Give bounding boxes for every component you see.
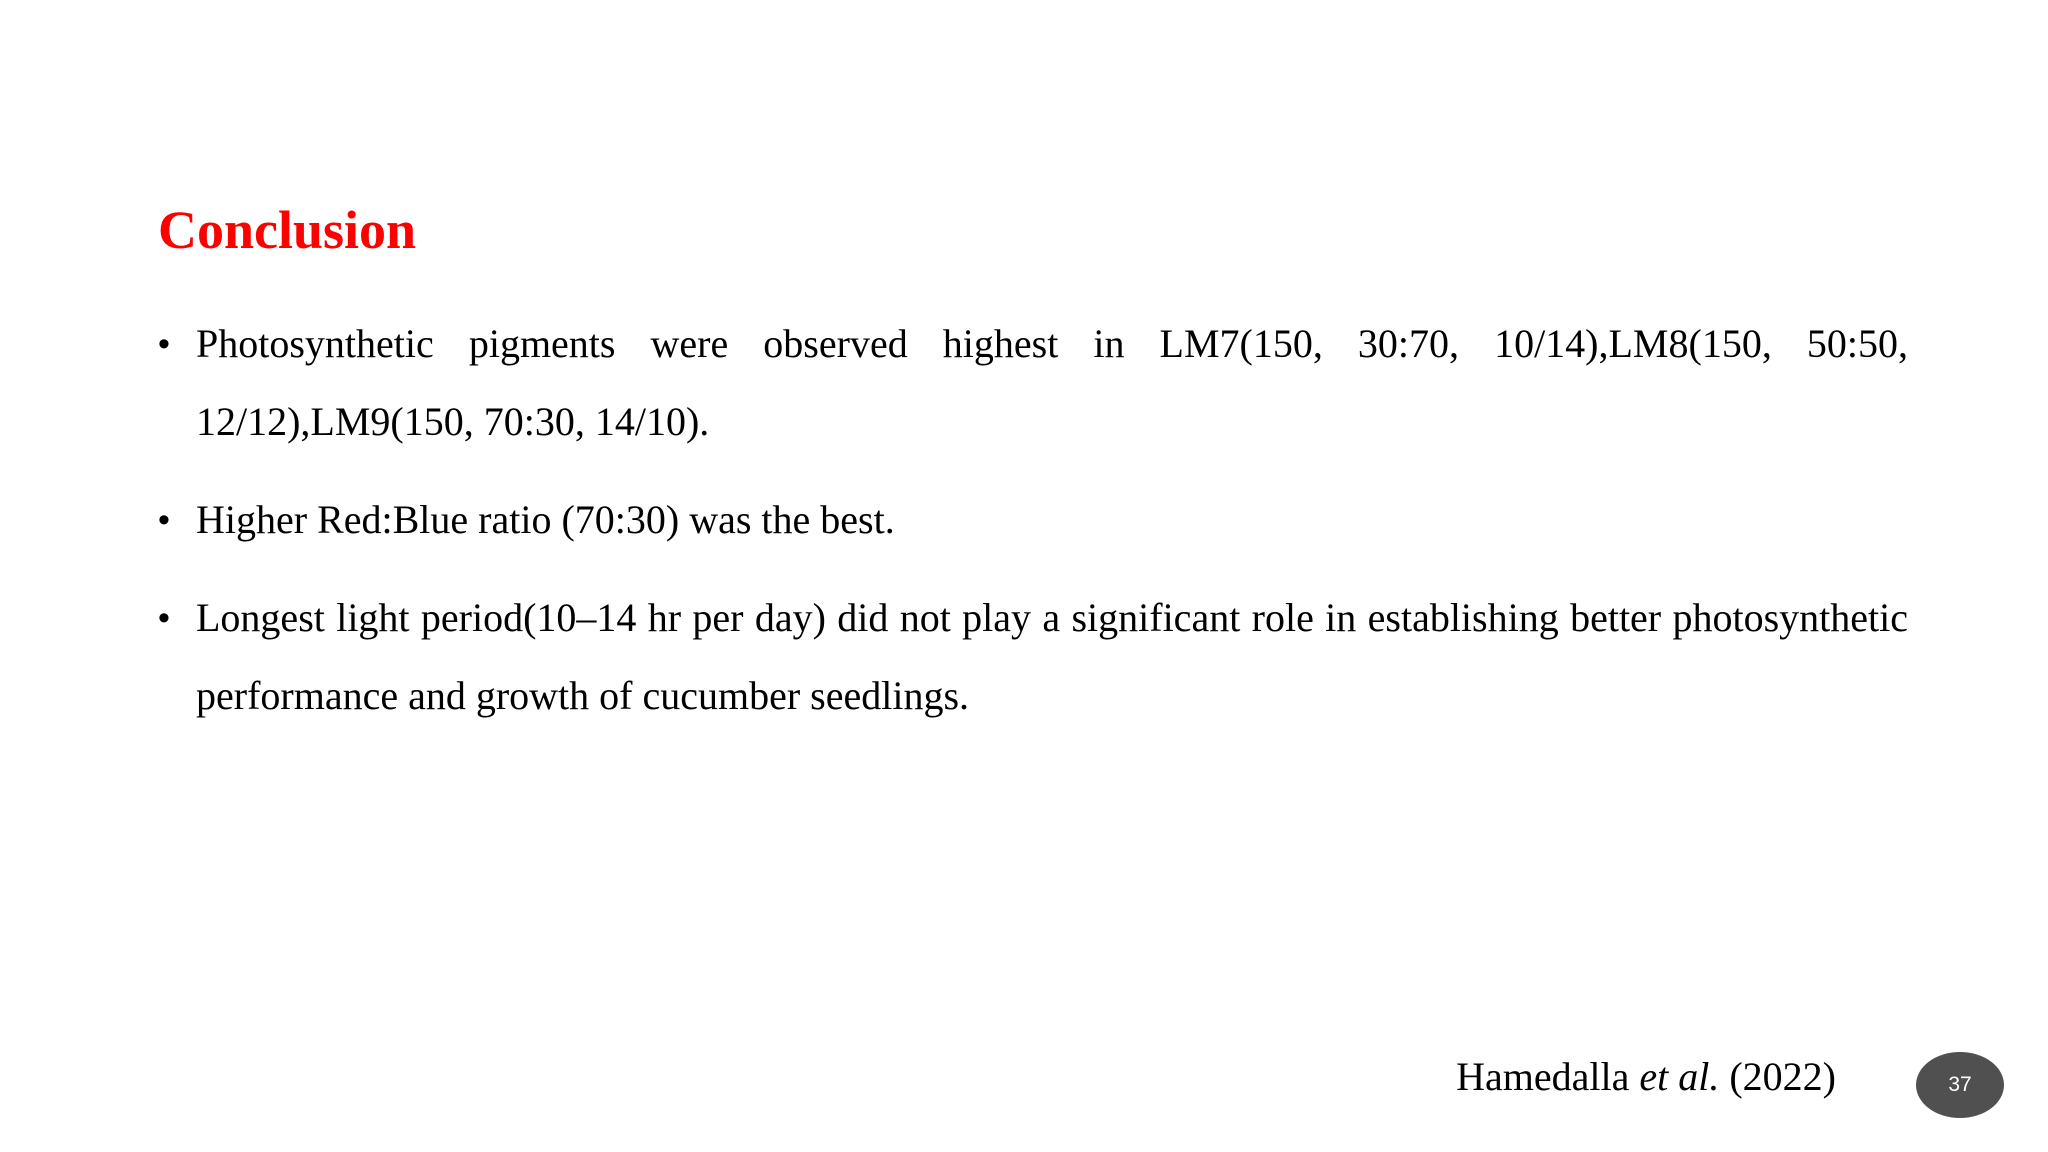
citation-etal: et al. <box>1639 1054 1720 1099</box>
citation-author: Hamedalla <box>1456 1054 1640 1099</box>
slide-title: Conclusion <box>158 200 417 260</box>
bullet-item <box>158 305 1908 461</box>
bullet-item <box>158 579 1908 735</box>
bullet-dot-icon: • <box>158 325 170 363</box>
bullet-dot-icon: • <box>158 599 170 637</box>
bullet-list <box>158 305 1908 755</box>
citation-year: (2022) <box>1719 1054 1836 1099</box>
page-number: 37 <box>1948 1073 1972 1096</box>
bullet-text: Photosynthetic pigments were observed highest in LM7(150, 30:70, 10/14),LM8(150, 50:50, 12/12),LM9(150, 70:30, 14/10). <box>196 321 1908 444</box>
bullet-text: Longest light period(10–14 hr per day) did not play a significant role in establishing better photosynthetic performance and growth of cucumber seedlings. <box>196 595 1908 718</box>
bullet-dot-icon: • <box>158 501 170 539</box>
citation <box>1456 1053 1836 1101</box>
page-number-badge <box>1916 1052 2004 1118</box>
bullet-text: Higher Red:Blue ratio (70:30) was the best. <box>196 497 895 542</box>
bullet-item <box>158 481 1908 559</box>
